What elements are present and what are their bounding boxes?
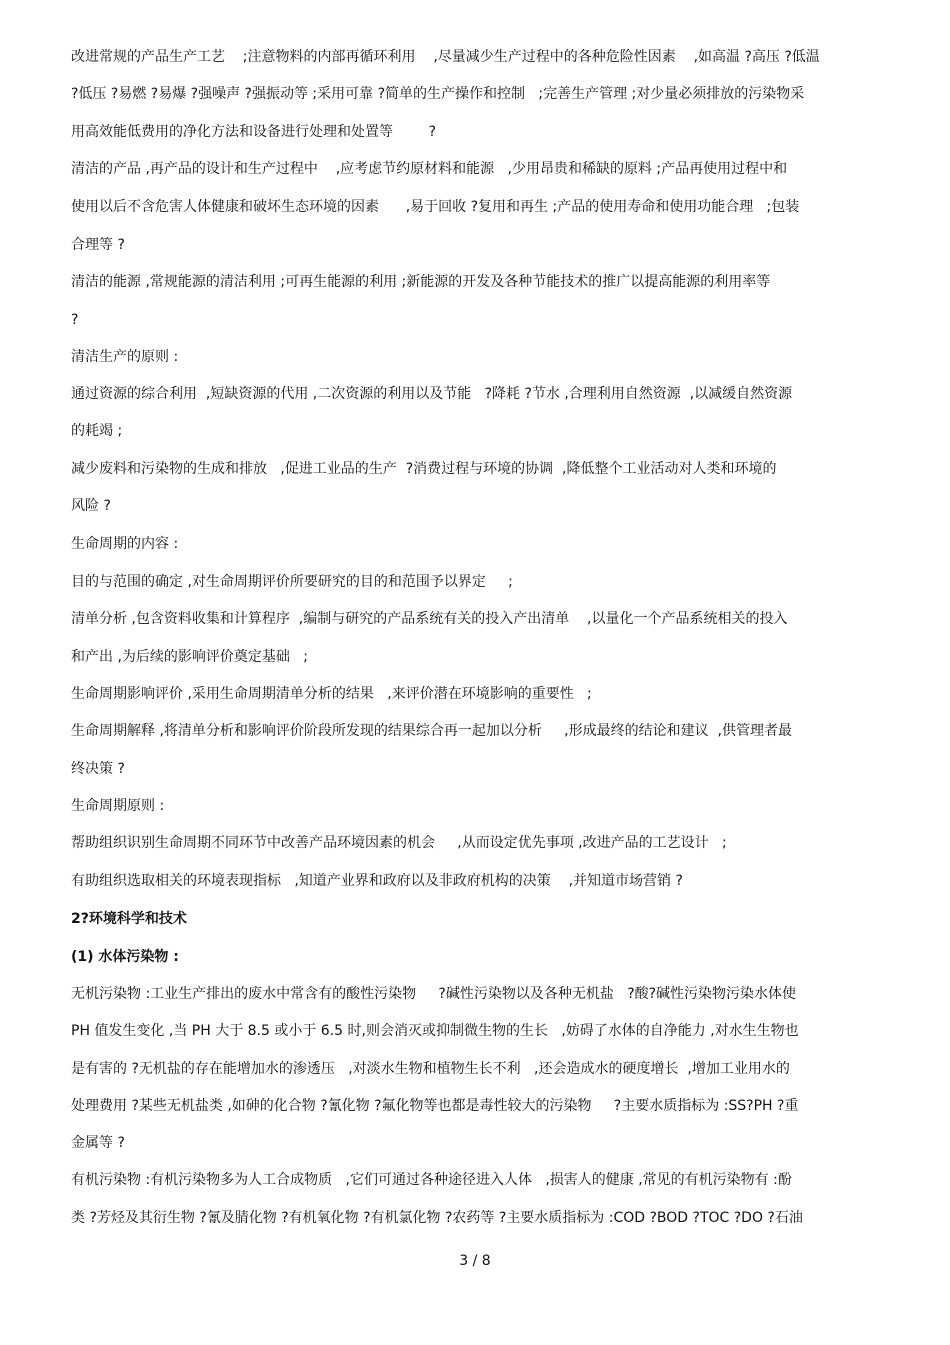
subsection-heading: (1) 水体污染物 :	[71, 949, 179, 965]
text-line: 是有害的 ?无机盐的存在能增加水的渗透压 ,对淡水生物和植物生长不利 ,还会造成水的硬度增长 ,增加工业用水的	[71, 1061, 790, 1077]
text-line: 生命周期影响评价 ,采用生命周期清单分析的结果 ,来评价潜在环境影响的重要性 ;	[71, 686, 592, 702]
text-line: 终决策 ?	[71, 761, 125, 777]
text-line: 风险 ?	[71, 498, 111, 514]
page-number: 3 / 8	[459, 1253, 491, 1269]
text-line: 有助组织选取相关的环境表现指标 ,知道产业界和政府以及非政府机构的决策 ,并知道市场营销 ?	[71, 873, 683, 889]
text-line: 的耗竭 ;	[71, 423, 123, 439]
text-line: 生命周期解释 ,将清单分析和影响评价阶段所发现的结果综合再一起加以分析 ,形成最终的结论和建议 ,供管理者最	[71, 723, 792, 739]
text-line: 合理等 ?	[71, 237, 125, 253]
section-heading: 2?环境科学和技术	[71, 911, 187, 927]
text-line: ?低压 ?易燃 ?易爆 ?强噪声 ?强振动等 ;采用可靠 ?简单的生产操作和控制 ;完善生产管理 ;对少量必须排放的污染物采	[71, 86, 805, 102]
text-line: 金属等 ?	[71, 1135, 125, 1151]
text-line: ?	[71, 312, 79, 328]
text-line: 无机污染物 :工业生产排出的废水中常含有的酸性污染物 ?碱性污染物以及各种无机盐 ?酸?碱性污染物污染水体使	[71, 986, 797, 1002]
text-line: 处理费用 ?某些无机盐类 ,如砷的化合物 ?氰化物 ?氟化物等也都是毒性较大的污染物 ?主要水质指标为 :SS?PH ?重	[71, 1098, 799, 1114]
text-line: 有机污染物 :有机污染物多为人工合成物质 ,它们可通过各种途径进入人体 ,损害人的健康 ,常见的有机污染物有 :酚	[71, 1172, 792, 1188]
text-line: 改进常规的产品生产工艺 ;注意物料的内部再循环利用 ,尽量减少生产过程中的各种危险性因素 ,如高温 ?高压 ?低温	[71, 49, 820, 65]
text-line: 生命周期的内容 :	[71, 536, 179, 552]
text-line: 类 ?芳烃及其衍生物 ?氰及腈化物 ?有机氧化物 ?有机氯化物 ?农药等 ?主要水质指标为 :COD ?BOD ?TOC ?DO ?石油	[71, 1210, 803, 1226]
text-line: 清洁的产品 ,再产品的设计和生产过程中 ,应考虑节约原材料和能源 ,少用昂贵和稀缺的原料 ;产品再使用过程中和	[71, 161, 788, 177]
text-line: 通过资源的综合利用 ,短缺资源的代用 ,二次资源的利用以及节能 ?降耗 ?节水 ,合理利用自然资源 ,以减缓自然资源	[71, 386, 793, 402]
text-line: 和产出 ,为后续的影响评价奠定基础 ;	[71, 649, 308, 665]
text-line: 使用以后不含危害人体健康和破坏生态环境的因素 ,易于回收 ?复用和再生 ;产品的使用寿命和使用功能合理 ;包装	[71, 199, 800, 215]
text-line: PH 值发生变化 ,当 PH 大于 8.5 或小于 6.5 时,则会消灭或抑制微生物的生长 ,妨碍了水体的自净能力 ,对水生生物也	[71, 1023, 799, 1039]
text-line: 减少废料和污染物的生成和排放 ,促进工业品的生产 ?消费过程与环境的协调 ,降低整个工业活动对人类和环境的	[71, 461, 777, 477]
text-line: 清洁生产的原则 :	[71, 349, 179, 365]
text-line: 生命周期原则 :	[71, 798, 165, 814]
text-line: 帮助组织识别生命周期不同环节中改善产品环境因素的机会 ,从而设定优先事项 ,改进产品的工艺设计 ;	[71, 835, 727, 851]
text-line: 清单分析 ,包含资料收集和计算程序 ,编制与研究的产品系统有关的投入产出清单 ,以量化一个产品系统相关的投入	[71, 611, 788, 627]
text-line: 用高效能低费用的净化方法和设备进行处理和处置等 ?	[71, 124, 437, 140]
text-line: 清洁的能源 ,常规能源的清洁利用 ;可再生能源的利用 ;新能源的开发及各种节能技术的推广以提高能源的利用率等	[71, 274, 771, 290]
text-line: 目的与范围的确定 ,对生命周期评价所要研究的目的和范围予以界定 ;	[71, 574, 513, 590]
